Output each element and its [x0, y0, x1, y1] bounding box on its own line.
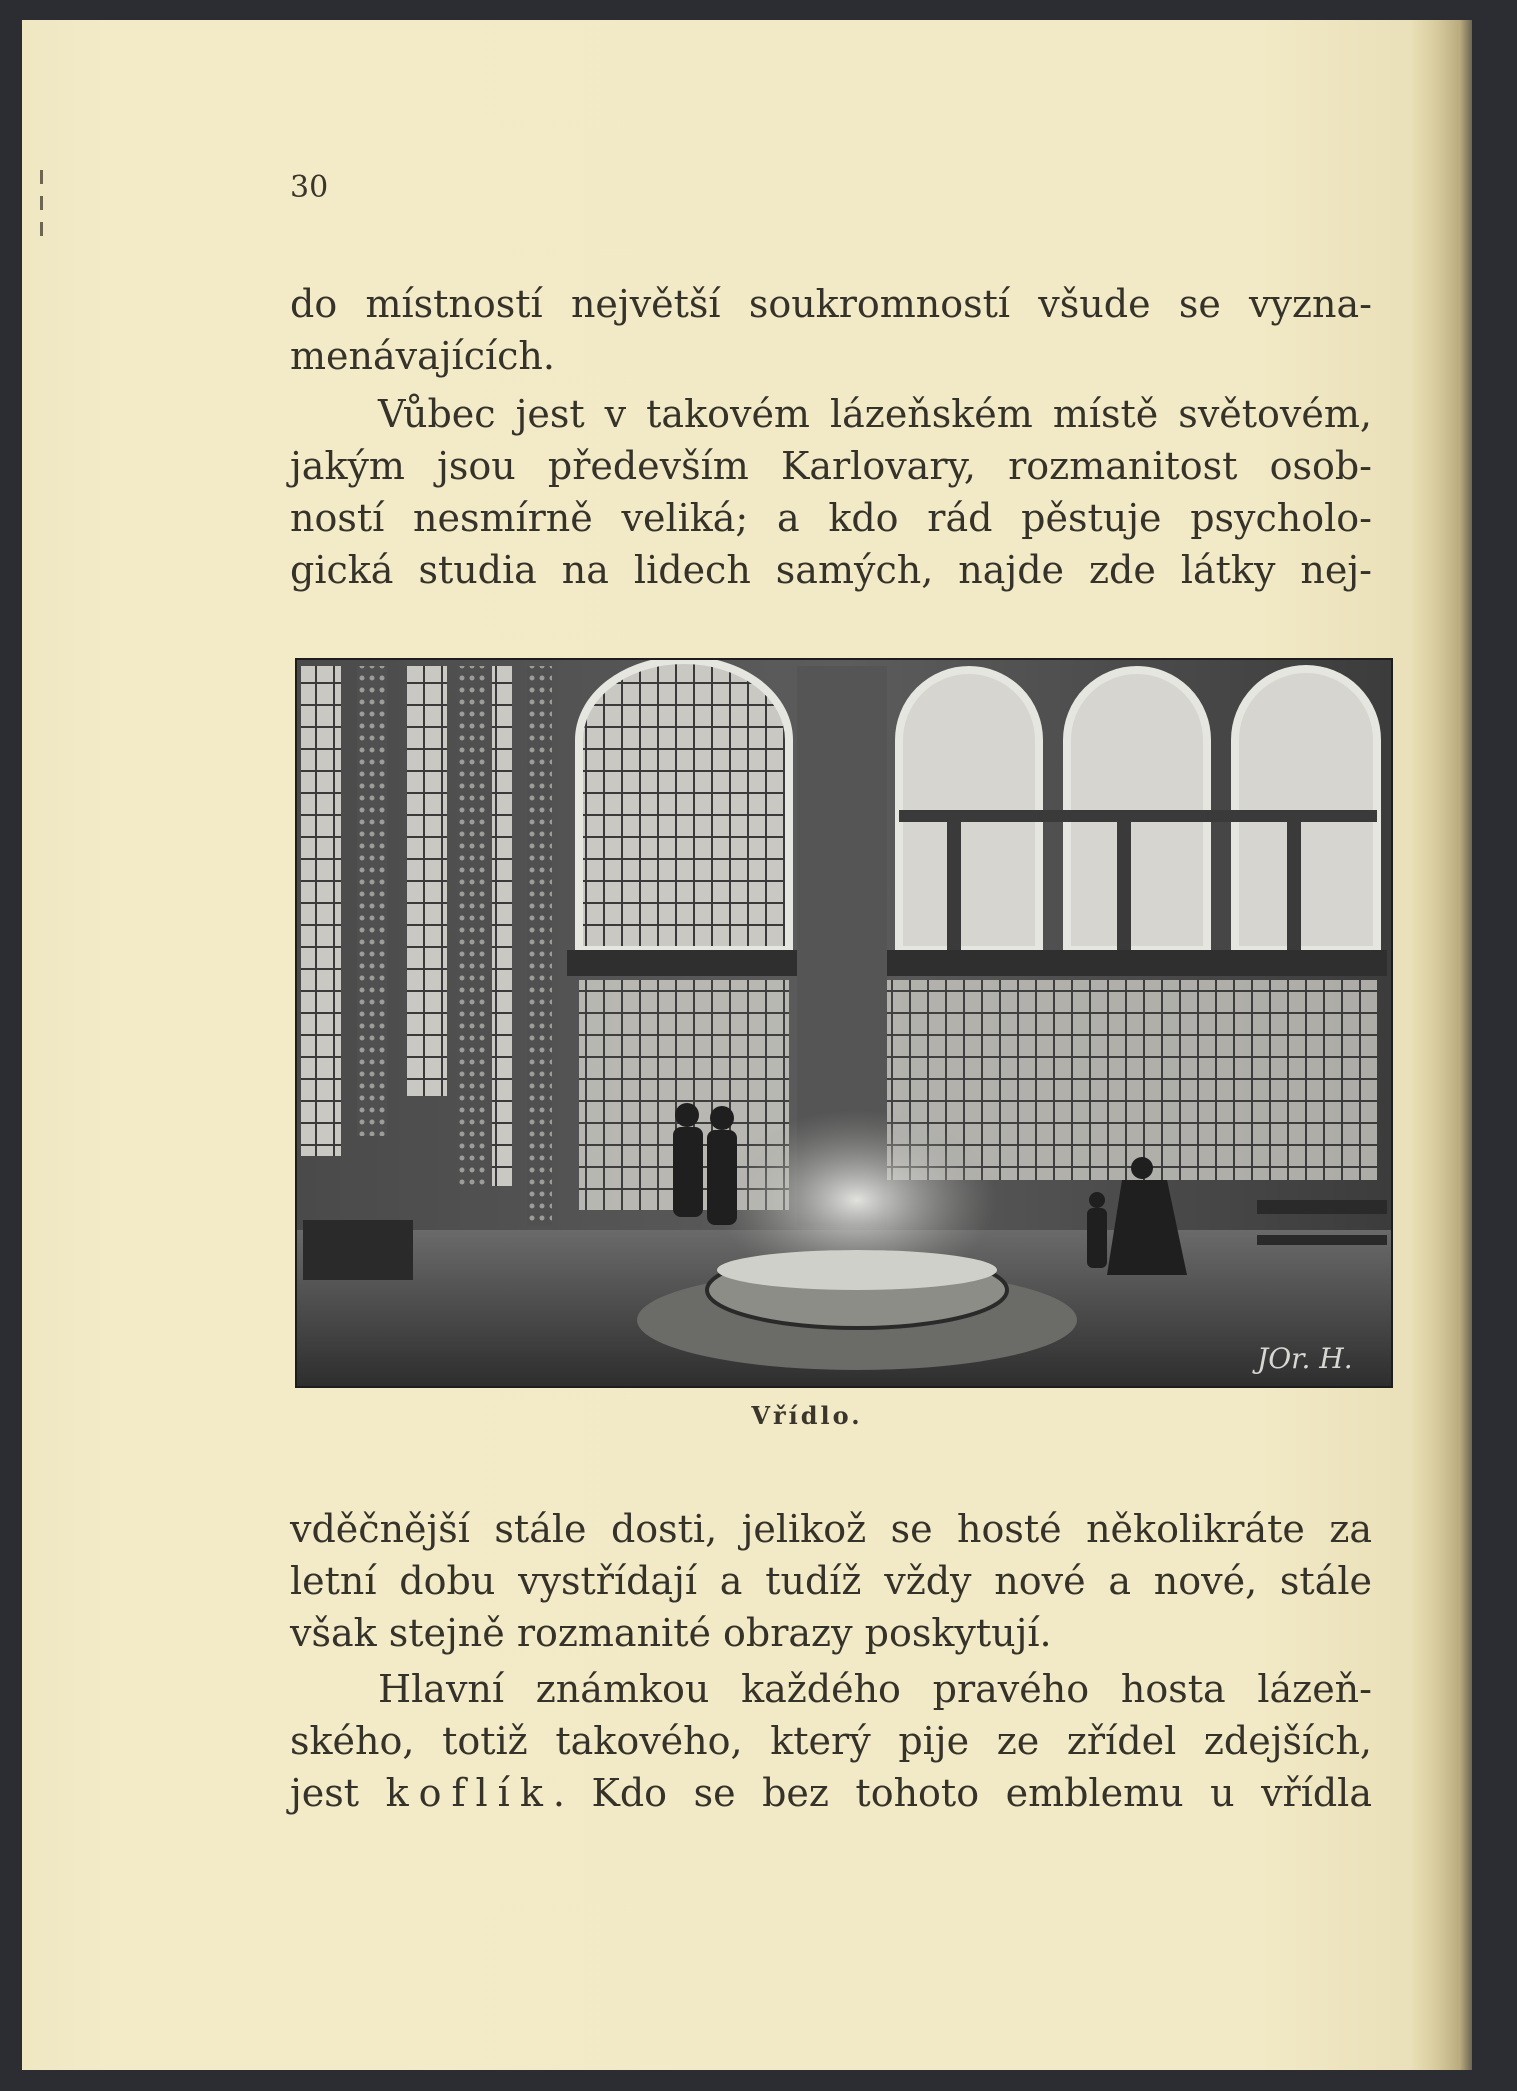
paragraph-4-line: ského, totiž takového, který pije ze zřídel zdejších, [290, 1719, 1372, 1763]
engraving-illustration [295, 658, 1393, 1388]
paragraph-3-line: letní dobu vystřídají a tudíž vždy nové a nové, stále [290, 1559, 1372, 1603]
line-start-text: jest [290, 1771, 386, 1815]
paragraph-2-line: jakým jsou především Karlovary, rozmanitost osob- [290, 444, 1372, 488]
paragraph-3-line: však stejně rozmanité obrazy poskytují. [290, 1611, 1052, 1655]
colonnade-engraving [297, 660, 1391, 1386]
line-end-text: . Kdo se bez tohoto emblemu u vřídla [552, 1771, 1372, 1815]
paragraph-2-line: gická studia na lidech samých, najde zde látky nej- [290, 548, 1372, 592]
paragraph-4-line [290, 1767, 1372, 1819]
page-number: 30 [290, 170, 329, 205]
spaced-word: koflík [385, 1771, 553, 1815]
paragraph-3 [290, 1503, 1372, 1659]
paragraph-1 [290, 278, 1372, 382]
paragraph-3-line: vděčnější stále dosti, jelikož se hosté několikráte za [290, 1507, 1372, 1551]
paragraph-2 [290, 388, 1372, 596]
page-spine-shadow [1412, 20, 1472, 2070]
paragraph-1-line: menávajících. [290, 334, 555, 378]
book-page [22, 20, 1472, 2070]
paragraph-1-line: do místností největší soukromností všude se vyzna- [290, 282, 1372, 326]
paragraph-2-line: Vůbec jest v takovém lázeňském místě světovém, [378, 392, 1372, 436]
figure-caption [22, 1401, 1472, 1430]
paragraph-2-line: ností nesmírně veliká; a kdo rád pěstuje psycholo- [290, 496, 1372, 540]
paragraph-4-line: Hlavní známkou každého pravého hosta lázeň- [378, 1667, 1372, 1711]
paragraph-4 [290, 1663, 1372, 1819]
engraver-signature: JOr. H. [1257, 1342, 1353, 1375]
edge-marks [40, 170, 44, 290]
figure-caption-text: Vřídlo. [751, 1401, 863, 1430]
